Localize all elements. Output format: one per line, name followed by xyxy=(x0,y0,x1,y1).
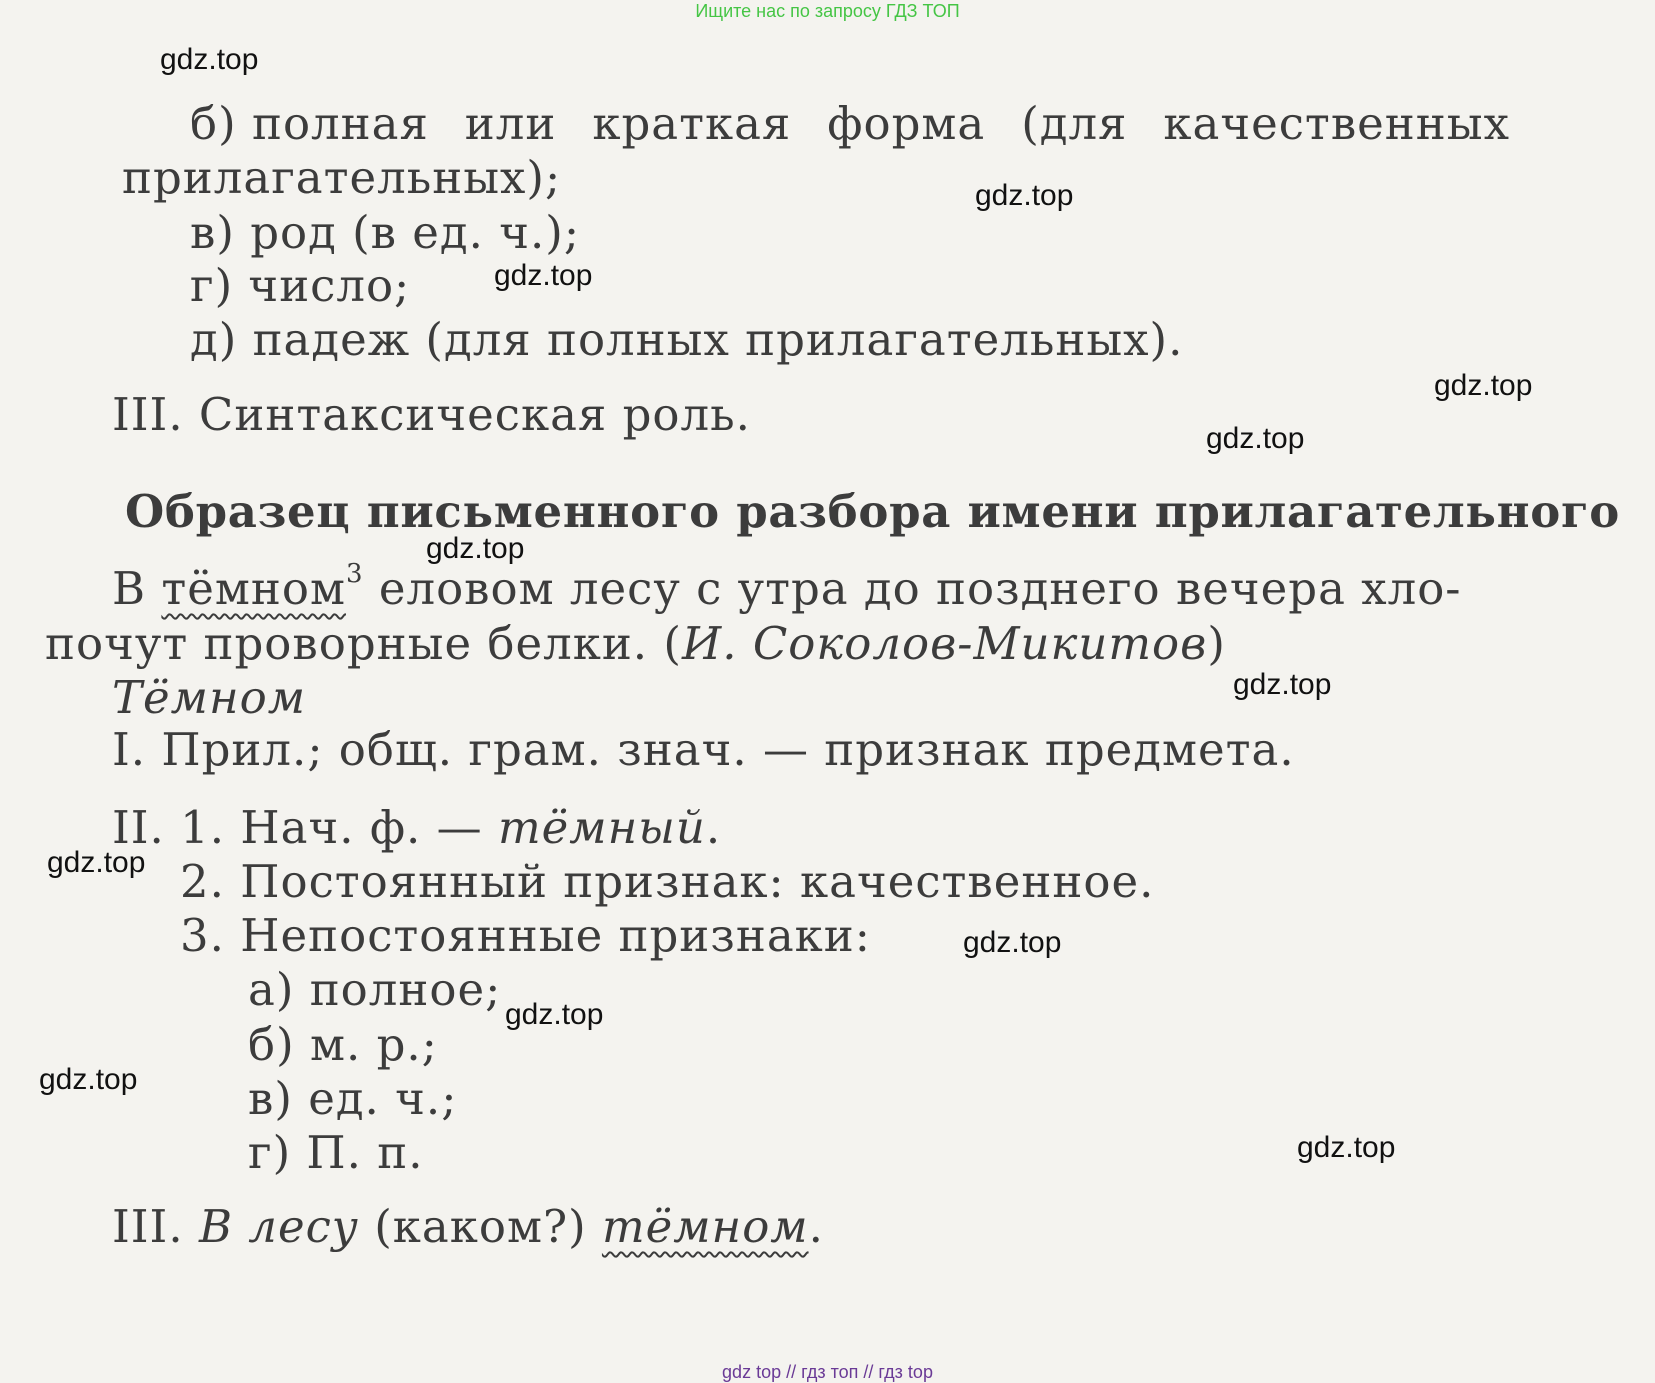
underlined-word: тёмном xyxy=(601,1200,809,1253)
watermark: gdz.top xyxy=(1434,369,1533,402)
paren: ) xyxy=(1207,617,1226,670)
watermark: gdz.top xyxy=(963,926,1062,959)
word: или xyxy=(464,97,557,150)
watermark: gdz.top xyxy=(1297,1131,1396,1164)
item-g: г) число; xyxy=(190,259,411,312)
watermark: gdz.top xyxy=(494,259,593,292)
label: III. xyxy=(112,1200,199,1253)
item-b-line-1 xyxy=(190,96,1510,152)
sample-sentence-line-1 xyxy=(112,561,1462,617)
watermark: gdz.top xyxy=(47,846,146,879)
period: . xyxy=(705,801,722,854)
point-iii xyxy=(112,1199,824,1255)
sentence-end: почут проворные белки. ( xyxy=(45,617,682,670)
watermark: gdz.top xyxy=(39,1063,138,1096)
word: б) полная xyxy=(190,97,429,150)
underlined-word: тёмном xyxy=(161,562,346,615)
initial-form: тёмный xyxy=(497,801,706,854)
top-banner: Ищите нас по запросу ГДЗ ТОП xyxy=(695,1,960,21)
word: форма xyxy=(827,97,986,150)
watermark: gdz.top xyxy=(975,179,1074,212)
bottom-banner: gdz top // гдз топ // гдз top xyxy=(722,1362,933,1382)
sub-b: б) м. р.; xyxy=(248,1018,438,1071)
watermark: gdz.top xyxy=(160,43,259,76)
sample-heading: Образец письменного разбора имени прилагательного xyxy=(125,485,1620,538)
watermark: gdz.top xyxy=(505,998,604,1031)
sub-a: а) полное; xyxy=(248,963,502,1016)
section-iii-syntax: III. Синтаксическая роль. xyxy=(112,388,751,441)
sub-g: г) П. п. xyxy=(248,1126,424,1179)
sentence-rest: еловом лесу с утра до позднего вечера хло- xyxy=(363,562,1462,615)
word: (для xyxy=(1021,97,1128,150)
item-v: в) род (в ед. ч.); xyxy=(190,206,581,259)
watermark: gdz.top xyxy=(1206,422,1305,455)
point-ii-1 xyxy=(112,800,721,856)
point-ii-2: 2. Постоянный признак: качественное. xyxy=(180,855,1155,908)
point-i: I. Прил.; общ. грам. знач. — признак предмета. xyxy=(112,723,1295,776)
point-ii-3: 3. Непостоянные признаки: xyxy=(180,909,871,962)
phrase: В лесу xyxy=(198,1200,359,1253)
author: И. Соколов-Микитов xyxy=(681,617,1208,670)
sample-sentence-line-2 xyxy=(45,616,1226,672)
point-text: II. 1. Нач. ф. — xyxy=(112,801,498,854)
watermark: gdz.top xyxy=(426,532,525,565)
footnote-mark: 3 xyxy=(346,559,364,589)
item-b-line-2: прилагательных); xyxy=(122,151,562,204)
question: (каком?) xyxy=(358,1200,602,1253)
word: качественных xyxy=(1163,97,1510,150)
item-d: д) падеж (для полных прилагательных). xyxy=(190,313,1184,366)
analyzed-word: Тёмном xyxy=(112,671,306,724)
period: . xyxy=(808,1200,824,1253)
word: краткая xyxy=(592,97,792,150)
sub-v: в) ед. ч.; xyxy=(248,1072,458,1125)
watermark: gdz.top xyxy=(1233,668,1332,701)
sentence-start: В xyxy=(112,562,162,615)
